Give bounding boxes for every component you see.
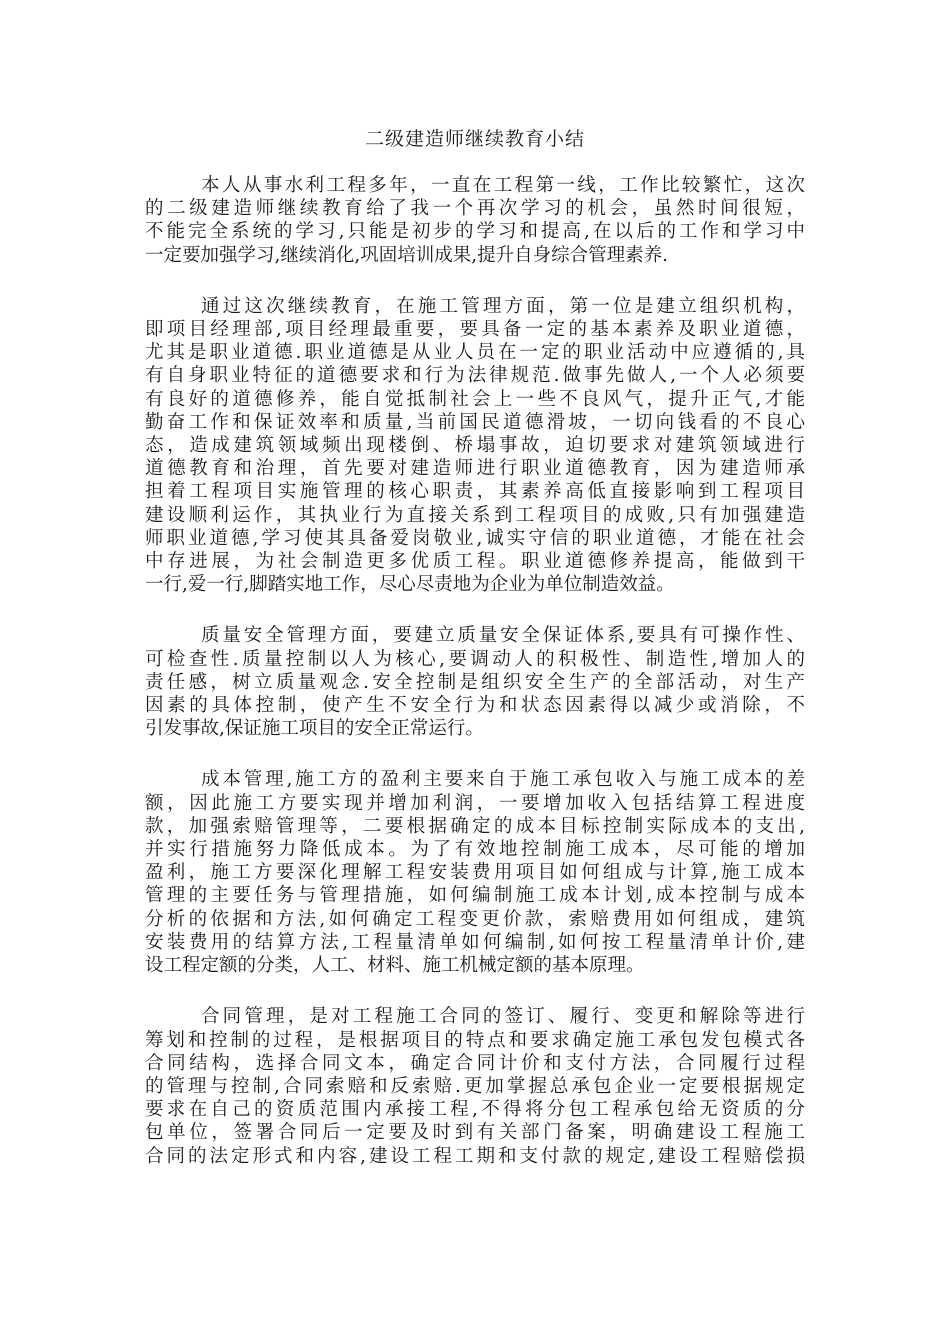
paragraph-line: 分析的依据和方法,如何确定工程变更价款，索赔费用如何组成，建筑 (145, 908, 805, 930)
paragraph-line: 中存进展，为社会制造更多优质工程。职业道德修养提高，能做到干 (145, 551, 805, 573)
paragraph-line: 质量安全管理方面，要建立质量安全保证体系,要具有可操作性、 (201, 625, 805, 647)
document-title: 二级建造师继续教育小结 (364, 128, 585, 150)
paragraph-line: 建设顺利运作，其执业行为直接关系到工程项目的成败,只有加强建造 (145, 504, 805, 526)
paragraph-line: 合同的法定形式和内容,建设工程工期和支付款的规定,建设工程赔偿损 (145, 1145, 805, 1167)
paragraph-line: 筹划和控制的过程，是根据项目的特点和要求确定施工承包发包模式各 (145, 1029, 805, 1051)
paragraph-line: 合同结构，选择合同文本，确定合同计价和支付方法，合同履行过程 (145, 1052, 805, 1074)
paragraph (145, 174, 805, 267)
paragraph-line: 因素的具体控制，使产生不安全行为和状态因素得以减少或消除，不 (145, 695, 805, 717)
paragraph-line: 不能完全系统的学习,只能是初步的学习和提高,在以后的工作和学习中 (145, 221, 805, 243)
paragraph-line: 担着工程项目实施管理的核心职责，其素养高低直接影响到工程项目 (145, 481, 805, 503)
paragraph (145, 1005, 805, 1167)
paragraph-line: 责任感，树立质量观念.安全控制是组织安全生产的全部活动，对生产 (145, 671, 805, 693)
paragraph-line: 即项目经理部,项目经理最重要，要具备一定的基本素养及职业道德， (145, 319, 805, 341)
paragraph-line: 引发事故,保证施工项目的安全正常运行。 (145, 718, 484, 740)
paragraph-line: 成本管理,施工方的盈利主要来自于施工承包收入与施工成本的差 (201, 769, 805, 791)
paragraph-line: 通过这次继续教育，在施工管理方面，第一位是建立组织机构， (201, 295, 805, 317)
paragraph-line: 的二级建造师继续教育给了我一个再次学习的机会，虽然时间很短， (145, 198, 805, 220)
paragraph-line: 师职业道德,学习使其具备爱岗敬业,诚实守信的职业道德，才能在社会 (145, 527, 805, 549)
paragraph-line: 有良好的道德修养，能自觉抵制社会上一些不良风气，提升正气,才能 (145, 388, 805, 410)
paragraph-line: 可检查性.质量控制以人为核心,要调动人的积极性、制造性,增加人的 (145, 648, 805, 670)
paragraph (145, 295, 805, 597)
paragraph-line: 包单位，签署合同后一定要及时到有关部门备案，明确建设工程施工 (145, 1122, 805, 1144)
paragraph (145, 768, 805, 977)
paragraph-line: 并实行措施努力降低成本。为了有效地控制施工成本，尽可能的增加 (145, 839, 805, 861)
paragraph-line: 尤其是职业道德.职业道德是从业人员在一定的职业活动中应遵循的,具 (145, 342, 805, 364)
paragraph-line: 道德教育和治理，首先要对建造师进行职业道德教育，因为建造师承 (145, 458, 805, 480)
paragraph-line: 本人从事水利工程多年，一直在工程第一线，工作比较繁忙，这次 (201, 175, 805, 196)
paragraph-line: 额，因此施工方要实现并增加利润，一要增加收入包括结算工程进度 (145, 792, 805, 814)
paragraph-line: 设工程定额的分类，人工、材料、施工机械定额的基本原理。 (145, 955, 645, 977)
paragraph-line: 有自身职业特征的道德要求和行为法律规范.做事先做人,一个人必须要 (145, 365, 805, 387)
paragraph-line: 款，加强索赔管理等，二要根据确定的成本目标控制实际成本的支出, (145, 815, 805, 837)
paragraph-line: 态，造成建筑领域频出现楼倒、桥塌事故，迫切要求对建筑领域进行 (145, 435, 805, 457)
paragraph-line: 一定要加强学习,继续消化,巩固培训成果,提升自身综合管理素养. (145, 244, 669, 266)
paragraph-line: 一行,爱一行,脚踏实地工作，尽心尽责地为企业为单位制造效益。 (145, 574, 675, 596)
paragraph-line: 要求在自己的资质范围内承接工程,不得将分包工程承包给无资质的分 (145, 1099, 805, 1121)
paragraph-line: 管理的主要任务与管理措施，如何编制施工成本计划,成本控制与成本 (145, 885, 805, 907)
paragraph-line: 的管理与控制,合同索赔和反索赔.更加掌握总承包企业一定要根据规定 (145, 1075, 805, 1097)
paragraph (145, 624, 805, 740)
paragraph-line: 勤奋工作和保证效率和质量,当前国民道德滑坡，一切向钱看的不良心 (145, 411, 805, 433)
document-body (145, 174, 805, 1196)
paragraph-line: 合同管理，是对工程施工合同的签订、履行、变更和解除等进行 (201, 1006, 805, 1028)
paragraph-line: 盈利，施工方要深化理解工程安装费用项目如何组成与计算,施工成本 (145, 862, 805, 884)
paragraph-line: 安装费用的结算方法,工程量清单如何编制,如何按工程量清单计价,建 (145, 931, 805, 953)
